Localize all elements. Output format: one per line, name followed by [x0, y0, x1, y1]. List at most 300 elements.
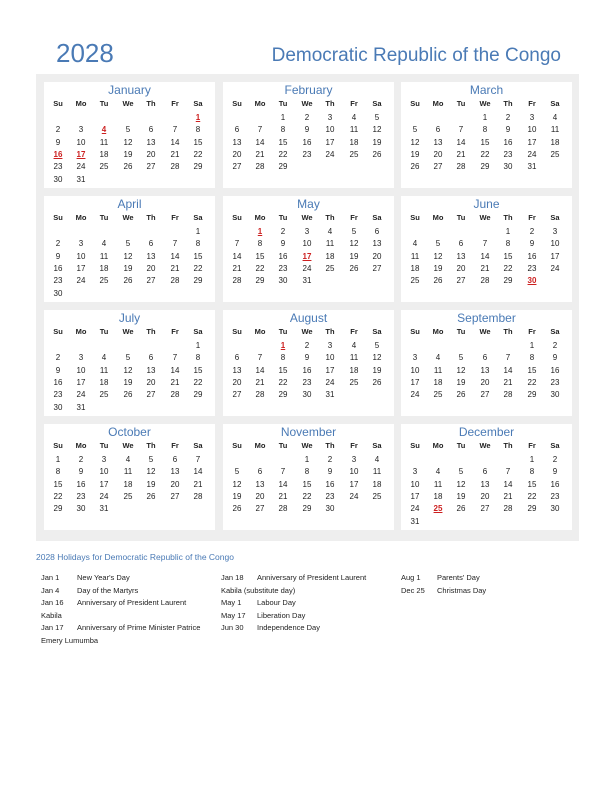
day-cell: 25	[99, 276, 109, 286]
day-cell: 20	[146, 149, 156, 159]
day-cell: 9	[55, 251, 61, 261]
day-cell: 25	[550, 149, 560, 159]
day-cell: 3	[412, 467, 418, 477]
day-cell: 14	[232, 251, 242, 261]
weekday-label: Tu	[456, 99, 466, 108]
day-cell: 21	[503, 377, 513, 387]
day-cell: 8	[195, 239, 201, 249]
day-cell: 25	[99, 390, 109, 400]
holiday-name-continued: Kabila (substitute day)	[221, 585, 296, 595]
day-cell: 9	[552, 467, 558, 477]
day-cell: 5	[374, 113, 380, 122]
day-cell: 15	[278, 137, 288, 147]
weekday-label: Tu	[99, 213, 109, 222]
day-cell: 24	[76, 390, 86, 400]
weekday-label: Mo	[254, 441, 266, 450]
day-cell: 9	[304, 125, 310, 135]
country-title: Democratic Republic of the Congo	[271, 45, 561, 66]
day-cell: 2	[55, 125, 61, 135]
day-cell: 17	[550, 251, 560, 261]
day-cell: 24	[302, 263, 312, 273]
month-december	[401, 424, 572, 530]
day-cell: 20	[456, 263, 466, 273]
day-cell: 13	[480, 479, 490, 489]
day-cell: 7	[482, 239, 488, 249]
day-cell: 1	[304, 455, 310, 464]
day-cell: 6	[458, 239, 464, 249]
day-cell: 7	[505, 353, 511, 363]
weekday-label: Tu	[278, 327, 288, 336]
holiday-date: Jan 17	[41, 623, 64, 632]
weekday-label: We	[122, 441, 134, 450]
day-cell: 26	[146, 491, 156, 501]
day-cell: 19	[410, 149, 420, 159]
day-cell: 21	[170, 149, 180, 159]
day-cell: 15	[480, 137, 490, 147]
day-cell: 13	[170, 467, 180, 477]
weekday-label: Mo	[75, 441, 87, 450]
day-cell: 22	[193, 377, 203, 387]
day-cell: 31	[76, 174, 86, 184]
day-cell: 19	[456, 377, 466, 387]
day-cell: 8	[257, 239, 263, 249]
day-cell: 7	[458, 125, 464, 135]
day-cell: 20	[232, 377, 242, 387]
day-cell: 24	[99, 491, 109, 501]
day-cell: 28	[456, 162, 466, 172]
day-cell: 26	[372, 377, 382, 387]
day-cell: 9	[529, 239, 535, 249]
day-cell: 3	[529, 113, 535, 122]
day-cell: 9	[55, 365, 61, 375]
weekday-label: Fr	[171, 441, 179, 450]
day-cell: 5	[351, 227, 357, 236]
holiday-column	[221, 573, 396, 636]
day-cell: 25	[123, 491, 133, 501]
day-cell: 20	[232, 149, 242, 159]
day-cell: 21	[255, 149, 265, 159]
day-cell: 13	[480, 365, 490, 375]
day-cell: 28	[480, 276, 490, 286]
day-cell: 22	[278, 149, 288, 159]
day-cell: 19	[123, 263, 133, 273]
day-cell: 18	[99, 149, 109, 159]
day-cell: 11	[325, 239, 335, 249]
holiday-date: Jan 16	[41, 598, 64, 607]
day-cell: 27	[170, 491, 180, 501]
day-cell: 3	[78, 125, 84, 135]
weekday-label: Th	[146, 213, 156, 222]
day-cell: 12	[123, 365, 133, 375]
day-cell: 14	[503, 365, 513, 375]
weekday-label: Su	[53, 213, 63, 222]
day-cell: 30	[53, 288, 63, 298]
weekday-label: Su	[53, 99, 63, 108]
day-cell: 26	[456, 390, 466, 400]
holiday-row	[41, 623, 216, 636]
day-cell: 19	[232, 491, 242, 501]
day-cell: 22	[503, 263, 513, 273]
holiday-row	[41, 598, 216, 611]
day-cell: 23	[53, 390, 63, 400]
day-cell: 24	[349, 491, 359, 501]
day-cell: 23	[503, 149, 513, 159]
holiday-day: 1	[257, 227, 263, 236]
day-cell: 7	[505, 467, 511, 477]
day-cell: 24	[550, 263, 560, 273]
weekday-label: Mo	[75, 327, 87, 336]
day-cell: 29	[278, 390, 288, 400]
holiday-name: Anniversary of President Laurent	[77, 598, 187, 607]
weekday-label: Su	[53, 441, 63, 450]
day-cell: 15	[527, 365, 537, 375]
holidays-title: 2028 Holidays for Democratic Republic of the Congo	[36, 552, 234, 562]
day-cell: 21	[503, 491, 513, 501]
holiday-name: Day of the Martyrs	[77, 585, 139, 595]
day-cell: 12	[456, 479, 466, 489]
day-cell: 13	[255, 479, 265, 489]
day-cell: 17	[99, 479, 109, 489]
holiday-row	[221, 573, 396, 586]
day-cell: 8	[195, 353, 201, 363]
day-cell: 21	[278, 491, 288, 501]
day-cell: 15	[53, 479, 63, 489]
day-cell: 4	[412, 239, 418, 249]
day-cell: 4	[327, 227, 333, 236]
day-cell: 28	[503, 504, 513, 514]
day-cell: 10	[527, 125, 537, 135]
day-cell: 27	[232, 390, 242, 400]
day-cell: 11	[433, 479, 443, 489]
month-july	[44, 310, 215, 416]
holiday-day: 25	[433, 504, 443, 514]
weekday-label: We	[301, 441, 313, 450]
day-cell: 12	[372, 125, 382, 135]
day-cell: 18	[550, 137, 560, 147]
day-cell: 10	[76, 137, 86, 147]
day-cell: 18	[433, 377, 443, 387]
day-cell: 5	[412, 125, 418, 135]
month-september	[401, 310, 572, 416]
day-cell: 15	[302, 479, 312, 489]
day-cell: 22	[480, 149, 490, 159]
day-cell: 18	[433, 491, 443, 501]
month-june	[401, 196, 572, 302]
month-name: January	[108, 83, 151, 97]
day-cell: 30	[76, 504, 86, 514]
holiday-date: May 17	[221, 610, 246, 620]
holiday-name: Christmas Day	[437, 585, 487, 595]
month-name: October	[108, 425, 151, 439]
day-cell: 20	[146, 377, 156, 387]
day-cell: 25	[99, 162, 109, 172]
day-cell: 16	[503, 137, 513, 147]
weekday-label: Su	[232, 441, 242, 450]
day-cell: 2	[55, 239, 61, 249]
weekday-label: Fr	[350, 99, 358, 108]
day-cell: 19	[349, 251, 359, 261]
day-cell: 16	[325, 479, 335, 489]
weekday-label: Mo	[254, 213, 266, 222]
day-cell: 30	[53, 174, 63, 184]
weekday-label: Th	[503, 441, 513, 450]
day-cell: 22	[527, 377, 537, 387]
day-cell: 27	[146, 162, 156, 172]
day-cell: 6	[148, 353, 154, 363]
day-cell: 11	[372, 467, 382, 477]
day-cell: 22	[302, 491, 312, 501]
day-cell: 7	[257, 353, 263, 363]
day-cell: 10	[325, 353, 335, 363]
day-cell: 1	[529, 455, 535, 464]
day-cell: 2	[529, 227, 535, 236]
day-cell: 26	[410, 162, 420, 172]
day-cell: 18	[372, 479, 382, 489]
day-cell: 15	[278, 365, 288, 375]
day-cell: 3	[552, 227, 558, 236]
day-cell: 13	[372, 239, 382, 249]
day-cell: 10	[302, 239, 312, 249]
day-cell: 14	[255, 137, 265, 147]
day-cell: 9	[304, 353, 310, 363]
weekday-label: Su	[410, 99, 420, 108]
day-cell: 30	[302, 390, 312, 400]
day-cell: 4	[351, 113, 357, 122]
day-cell: 5	[458, 467, 464, 477]
day-cell: 31	[302, 276, 312, 286]
day-cell: 8	[280, 125, 286, 135]
weekday-label: Fr	[350, 213, 358, 222]
day-cell: 31	[99, 504, 109, 514]
day-cell: 2	[304, 113, 310, 122]
day-cell: 19	[433, 263, 443, 273]
day-cell: 25	[325, 263, 335, 273]
holiday-row-continued	[41, 636, 216, 649]
day-cell: 7	[195, 455, 201, 464]
day-cell: 15	[193, 137, 203, 147]
day-cell: 16	[53, 263, 63, 273]
day-cell: 11	[99, 365, 109, 375]
day-cell: 16	[550, 479, 560, 489]
holiday-column	[41, 573, 216, 648]
day-cell: 28	[170, 276, 180, 286]
weekday-label: Su	[232, 99, 242, 108]
day-cell: 10	[76, 365, 86, 375]
day-cell: 3	[304, 227, 310, 236]
day-cell: 23	[527, 263, 537, 273]
holiday-name: Labour Day	[257, 598, 296, 607]
holiday-name: Independence Day	[257, 623, 320, 632]
holiday-row	[221, 623, 396, 636]
day-cell: 28	[503, 390, 513, 400]
month-name: December	[458, 425, 515, 439]
weekday-label: Mo	[75, 99, 87, 108]
day-cell: 23	[325, 491, 335, 501]
day-cell: 4	[125, 455, 131, 464]
day-cell: 2	[327, 455, 333, 464]
weekday-label: We	[122, 99, 134, 108]
day-cell: 1	[195, 227, 201, 236]
day-cell: 7	[257, 125, 263, 135]
day-cell: 10	[410, 479, 420, 489]
day-cell: 19	[372, 137, 382, 147]
holiday-date: Aug 1	[401, 573, 421, 582]
day-cell: 13	[146, 137, 156, 147]
day-cell: 17	[325, 365, 335, 375]
weekday-label: Th	[146, 327, 156, 336]
day-cell: 11	[410, 251, 420, 261]
day-cell: 17	[410, 491, 420, 501]
day-cell: 10	[325, 125, 335, 135]
holiday-date: Dec 25	[401, 585, 425, 595]
weekday-label: Fr	[171, 327, 179, 336]
day-cell: 21	[170, 263, 180, 273]
day-cell: 20	[255, 491, 265, 501]
day-cell: 5	[148, 455, 154, 464]
day-cell: 19	[372, 365, 382, 375]
day-cell: 29	[255, 276, 265, 286]
month-name: August	[289, 311, 328, 325]
day-cell: 12	[372, 353, 382, 363]
day-cell: 19	[123, 149, 133, 159]
month-may	[223, 196, 394, 302]
day-cell: 12	[433, 251, 443, 261]
day-cell: 6	[374, 227, 380, 236]
day-cell: 13	[232, 365, 242, 375]
holiday-name: Parents' Day	[437, 573, 480, 582]
holiday-date: Jan 18	[221, 573, 244, 582]
day-cell: 18	[410, 263, 420, 273]
day-cell: 5	[458, 353, 464, 363]
holiday-row	[401, 586, 576, 599]
holiday-name-continued: Kabila	[41, 610, 62, 620]
day-cell: 12	[232, 479, 242, 489]
day-cell: 4	[101, 353, 107, 363]
day-cell: 4	[101, 239, 107, 249]
day-cell: 26	[232, 504, 242, 514]
day-cell: 24	[76, 162, 86, 172]
day-cell: 21	[255, 377, 265, 387]
day-cell: 16	[550, 365, 560, 375]
day-cell: 3	[78, 353, 84, 363]
day-cell: 6	[482, 467, 488, 477]
day-cell: 28	[232, 276, 242, 286]
day-cell: 13	[232, 137, 242, 147]
day-cell: 26	[123, 390, 133, 400]
day-cell: 8	[195, 125, 201, 135]
day-cell: 3	[327, 341, 333, 350]
day-cell: 12	[146, 467, 156, 477]
day-cell: 13	[146, 251, 156, 261]
day-cell: 30	[503, 162, 513, 172]
day-cell: 11	[433, 365, 443, 375]
day-cell: 29	[503, 276, 513, 286]
weekday-label: Sa	[372, 327, 382, 336]
day-cell: 16	[76, 479, 86, 489]
day-cell: 12	[123, 251, 133, 261]
day-cell: 2	[304, 341, 310, 350]
day-cell: 17	[527, 137, 537, 147]
month-april	[44, 196, 215, 302]
day-cell: 15	[503, 251, 513, 261]
day-cell: 29	[193, 276, 203, 286]
day-cell: 15	[255, 251, 265, 261]
day-cell: 23	[53, 276, 63, 286]
weekday-label: We	[301, 99, 313, 108]
day-cell: 4	[435, 467, 441, 477]
weekday-label: Mo	[432, 213, 444, 222]
day-cell: 23	[302, 149, 312, 159]
day-cell: 20	[480, 491, 490, 501]
day-cell: 26	[372, 149, 382, 159]
day-cell: 9	[552, 353, 558, 363]
day-cell: 19	[146, 479, 156, 489]
weekday-label: Tu	[278, 99, 288, 108]
day-cell: 16	[527, 251, 537, 261]
day-cell: 9	[55, 137, 61, 147]
day-cell: 13	[456, 251, 466, 261]
day-cell: 17	[410, 377, 420, 387]
day-cell: 1	[505, 227, 511, 236]
holiday-day: 1	[195, 113, 201, 122]
month-october	[44, 424, 215, 530]
day-cell: 8	[529, 467, 535, 477]
day-cell: 22	[255, 263, 265, 273]
day-cell: 27	[480, 504, 490, 514]
weekday-label: Sa	[372, 213, 382, 222]
holiday-name: Anniversary of Prime Minister Patrice	[77, 623, 201, 632]
weekday-label: Sa	[193, 441, 203, 450]
day-cell: 23	[302, 377, 312, 387]
day-cell: 6	[172, 455, 178, 464]
day-cell: 12	[410, 137, 420, 147]
month-name: July	[118, 311, 141, 325]
day-cell: 30	[53, 402, 63, 412]
day-cell: 7	[172, 239, 178, 249]
day-cell: 3	[351, 455, 357, 464]
weekday-label: We	[479, 99, 491, 108]
day-cell: 26	[456, 504, 466, 514]
day-cell: 30	[278, 276, 288, 286]
holiday-column	[401, 573, 576, 598]
day-cell: 30	[550, 390, 560, 400]
weekday-label: Fr	[528, 99, 536, 108]
weekday-label: Mo	[254, 99, 266, 108]
day-cell: 2	[505, 113, 511, 122]
day-cell: 25	[349, 149, 359, 159]
day-cell: 30	[325, 504, 335, 514]
weekday-label: Su	[410, 327, 420, 336]
weekday-label: Sa	[193, 327, 203, 336]
day-cell: 20	[170, 479, 180, 489]
day-cell: 1	[195, 341, 201, 350]
weekday-label: Tu	[456, 327, 466, 336]
day-cell: 11	[123, 467, 133, 477]
holiday-day: 1	[280, 341, 286, 350]
day-cell: 26	[123, 162, 133, 172]
day-cell: 24	[410, 504, 420, 514]
holiday-row	[41, 586, 216, 599]
day-cell: 27	[146, 390, 156, 400]
weekday-label: Th	[146, 441, 156, 450]
holiday-row	[41, 573, 216, 586]
weekday-label: Th	[325, 99, 335, 108]
holiday-name: Anniversary of President Laurent	[257, 573, 367, 582]
day-cell: 20	[480, 377, 490, 387]
day-cell: 18	[349, 365, 359, 375]
day-cell: 7	[172, 125, 178, 135]
holiday-day: 16	[53, 149, 63, 159]
